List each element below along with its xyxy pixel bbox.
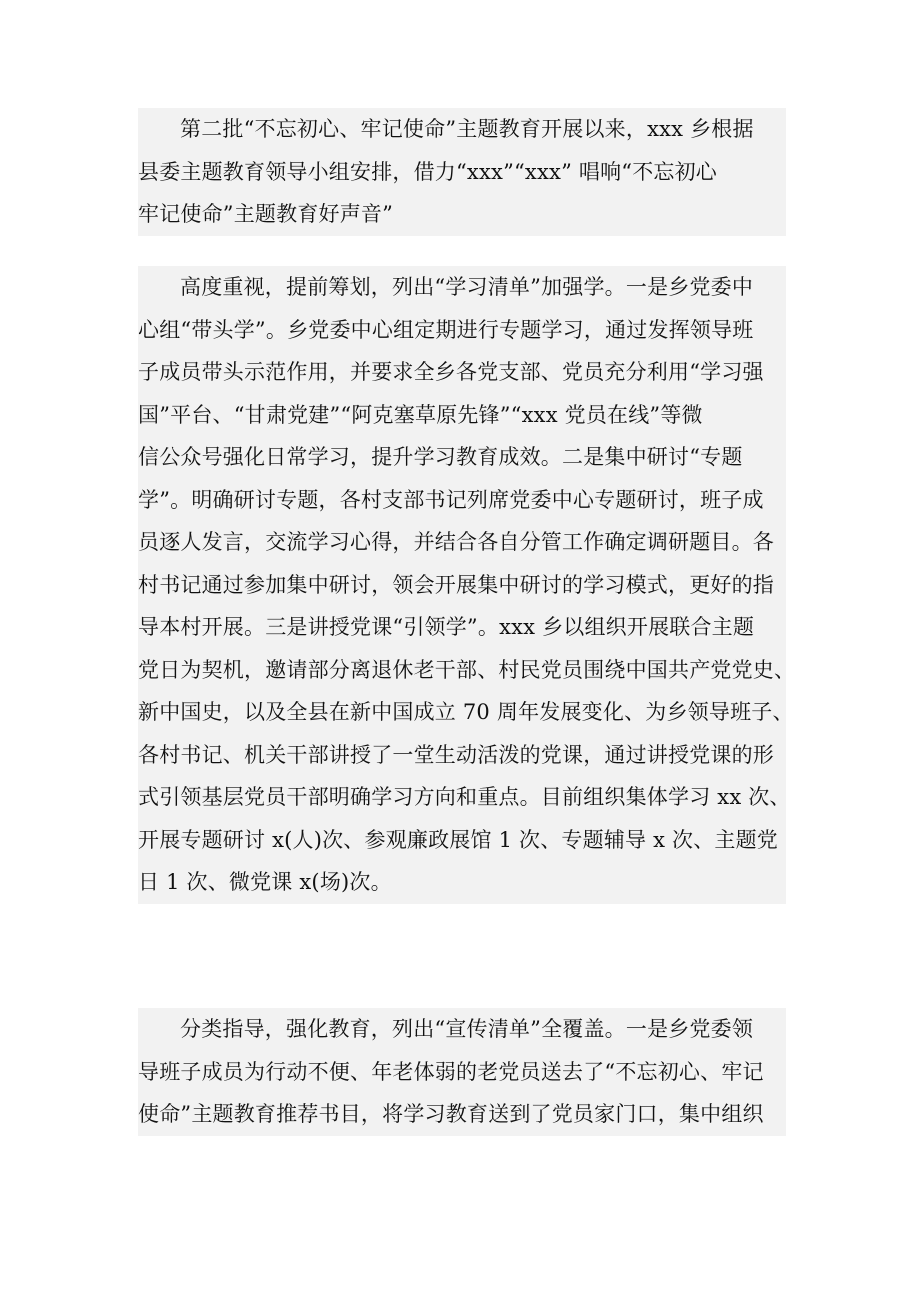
text-line: 分类指导，强化教育，列出“宣传清单”全覆盖。一是乡党委领 [180,1017,754,1041]
text-line: 村书记通过参加集中研讨，领会开展集中研讨的学习模式，更好的指 [138,572,774,597]
text-line: 高度重视，提前筹划，列出“学习清单”加强学。一是乡党委中 [180,275,754,299]
text-line: 各村书记、机关干部讲授了一堂生动活泼的党课，通过讲授党课的形 [138,742,774,767]
text-line: 式引领基层党员干部明确学习方向和重点。目前组织集体学习 xx 次、 [138,785,791,809]
text-line: 导本村开展。三是讲授党课“引领学”。xxx 乡以组织开展联合主题 [138,615,755,639]
paragraph-study-list [138,266,796,904]
text-line: 党日为契机，邀请部分离退休老干部、村民党员围绕中国共产党党史、 [138,657,796,682]
paragraph-text [138,266,796,904]
text-line: 导班子成员为行动不便、年老体弱的老党员送去了“不忘初心、牢记 [138,1059,764,1084]
text-line: 县委主题教育领导小组安排，借力“xxx”“xxx” 唱响“不忘初心 [138,159,718,184]
text-line: 心组“带头学”。乡党委中心组定期进行专题学习，通过发挥领导班 [138,317,754,342]
paragraph-intro [138,108,786,236]
text-line: 员逐人发言，交流学习心得，并结合各自分管工作确定调研题目。各 [138,530,774,554]
text-line: 日 1 次、微党课 x(场)次。 [138,870,392,894]
text-line: 使命”主题教育推荐书目，将学习教育送到了党员家门口，集中组织 [138,1102,764,1126]
text-line: 国”平台、“甘肃党建”“阿克塞草原先锋”“xxx 党员在线”等微 [138,402,703,427]
text-line: 新中国史，以及全县在新中国成立 70 周年发展变化、为乡领导班子、 [138,700,794,724]
text-line: 开展专题研讨 x(人)次、参观廉政展馆 1 次、专题辅导 x 次、主题党 [138,827,779,852]
text-line: 第二批“不忘初心、牢记使命”主题教育开展以来，xxx 乡根据 [180,117,754,141]
text-line: 学”。明确研讨专题，各村支部书记列席党委中心专题研讨，班子成 [138,487,764,512]
text-line: 牢记使命”主题教育好声音” [138,202,394,226]
text-line: 信公众号强化日常学习，提升学习教育成效。二是集中研讨“专题 [138,445,743,469]
paragraph-publicity-list [138,1008,786,1136]
paragraph-text [138,108,786,236]
paragraph-text [138,1008,786,1136]
text-line: 子成员带头示范作用，并要求全乡各党支部、党员充分利用“学习强 [138,360,764,384]
